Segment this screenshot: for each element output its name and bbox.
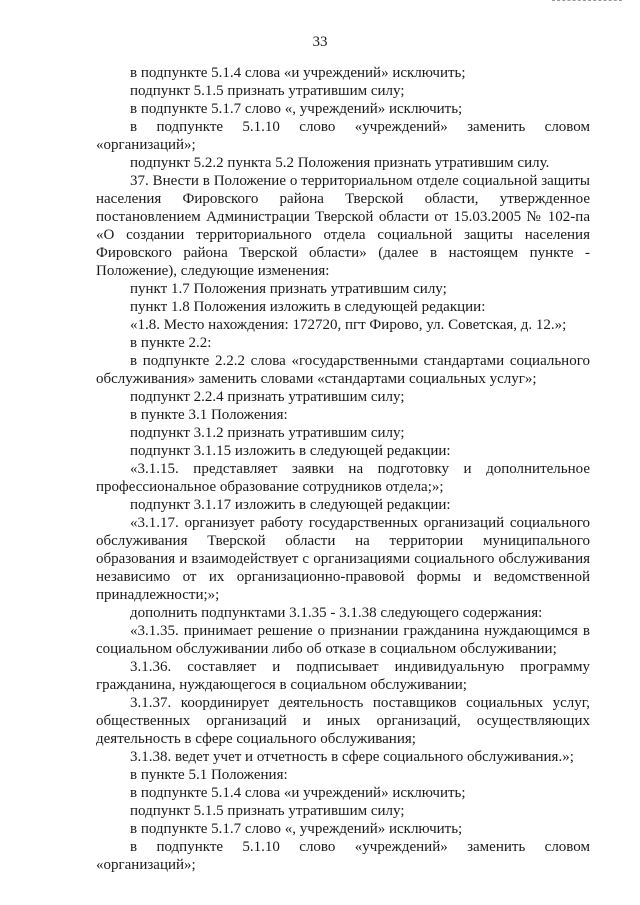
paragraph-17: подпункт 3.1.17 изложить в следующей редакции: xyxy=(130,497,451,513)
document-body xyxy=(96,64,590,874)
paragraph-18: «3.1.17. организует работу государственных организаций социального обслуживания Тверской области на территории муниципального образования и взаимодействует с организациями социального обслуживания независимо от их организационно-правовой формы и ведомственной принадлежности;»; xyxy=(96,515,590,603)
paragraph-1: в подпункте 5.1.4 слова «и учреждений» исключить; xyxy=(130,65,466,81)
paragraph-19: дополнить подпунктами 3.1.35 - 3.1.38 следующего содержания: xyxy=(130,605,543,621)
paragraph-13: в пункте 3.1 Положения: xyxy=(130,407,288,423)
scan-edge-mark xyxy=(552,0,622,4)
paragraph-27: в подпункте 5.1.7 слово «, учреждений» исключить; xyxy=(130,821,463,837)
paragraph-2: подпункт 5.1.5 признать утратившим силу; xyxy=(130,83,405,99)
paragraph-12: подпункт 2.2.4 признать утратившим силу; xyxy=(130,389,405,405)
paragraph-22: 3.1.37. координирует деятельность поставщиков социальных услуг, общественных организаций и иных организаций, осуществляющих деятельность в сфере социального обслуживания; xyxy=(96,695,590,747)
paragraph-9: «1.8. Место нахождения: 172720, пгт Фирово, ул. Советская, д. 12.»; xyxy=(130,317,567,333)
paragraph-15: подпункт 3.1.15 изложить в следующей редакции: xyxy=(130,443,451,459)
paragraph-26: подпункт 5.1.5 признать утратившим силу; xyxy=(130,803,405,819)
paragraph-14: подпункт 3.1.2 признать утратившим силу; xyxy=(130,425,405,441)
paragraph-10: в пункте 2.2: xyxy=(130,335,212,351)
paragraph-23: 3.1.38. ведет учет и отчетность в сфере социального обслуживания.»; xyxy=(130,749,574,765)
paragraph-7: пункт 1.7 Положения признать утратившим силу; xyxy=(130,281,447,297)
paragraph-21: 3.1.36. составляет и подписывает индивидуальную программу гражданина, нуждающегося в социальном обслуживании; xyxy=(96,659,590,693)
paragraph-4: в подпункте 5.1.10 слово «учреждений» заменить словом «организаций»; xyxy=(96,119,590,153)
paragraph-6: 37. Внести в Положение о территориальном отделе социальной защиты населения Фировского района Тверской области, утвержденное постановлением Администрации Тверской области от 15.03.2005 № 102-па «О создании территориального отдела социальной защиты населения Фировского района Тверской области» (далее в настоящем пункте - Положение), следующие изменения: xyxy=(96,173,590,279)
paragraph-28: в подпункте 5.1.10 слово «учреждений» заменить словом «организаций»; xyxy=(96,839,590,873)
paragraph-20: «3.1.35. принимает решение о признании гражданина нуждающимся в социальном обслуживании либо об отказе в социальном обслуживании; xyxy=(96,623,590,657)
paragraph-24: в пункте 5.1 Положения: xyxy=(130,767,288,783)
paragraph-5: подпункт 5.2.2 пункта 5.2 Положения признать утратившим силу. xyxy=(130,155,550,171)
paragraph-8: пункт 1.8 Положения изложить в следующей редакции: xyxy=(130,299,486,315)
page-number: 33 xyxy=(312,34,328,50)
paragraph-3: в подпункте 5.1.7 слово «, учреждений» исключить; xyxy=(130,101,463,117)
paragraph-11: в подпункте 2.2.2 слова «государственными стандартами социального обслуживания» заменить словами «стандартами социальных услуг»; xyxy=(96,353,590,387)
paragraph-25: в подпункте 5.1.4 слова «и учреждений» исключить; xyxy=(130,785,466,801)
paragraph-16: «3.1.15. представляет заявки на подготовку и дополнительное профессиональное образование сотрудников отдела;»; xyxy=(96,461,590,495)
